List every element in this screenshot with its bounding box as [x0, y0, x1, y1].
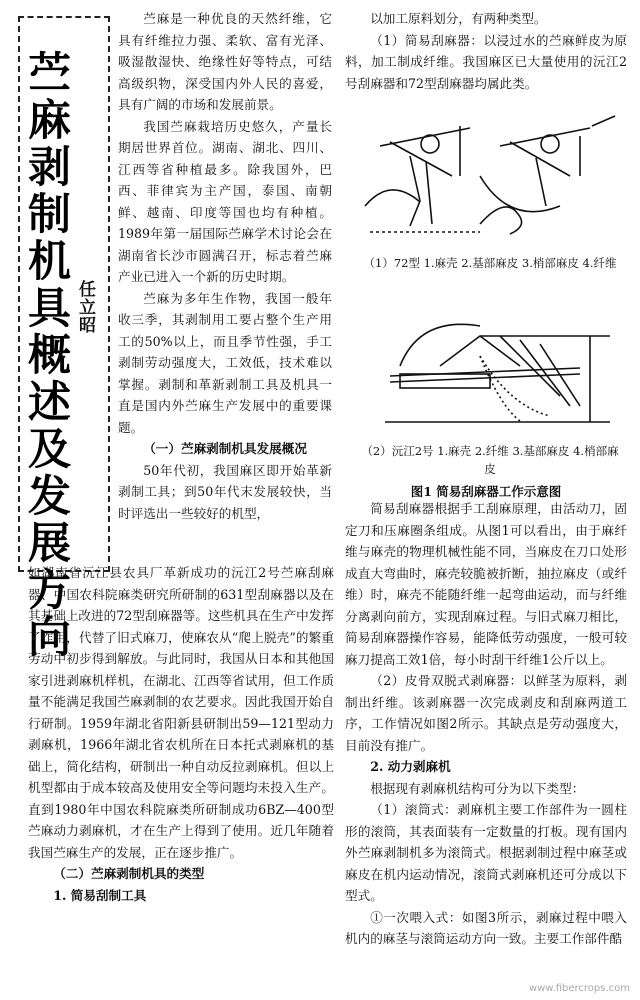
paragraph: （1）简易刮麻器：以浸过水的苎麻鲜皮为原料，加工制成纤维。我国麻区已大量使用的沅江2号刮麻器和72型刮麻器均属此类。: [345, 32, 627, 91]
paragraph: 苎麻为多年生作物，我国一般年收三季，其剥制用工要占整个生产用工的50%以上，而且季节性强，手工剥制劳动强度大，工效低，技术难以掌握。剥制和革新剥制工具及机具一直是国内外苎麻生产发展中的重要课题。: [118, 290, 332, 435]
paragraph: （1）滚筒式：剥麻机主要工作部件为一圆柱形的滚筒，其表面装有一定数量的打板。现有国内外苎麻剥制机多为滚筒式。根据剥制过程中麻茎或麻皮在机内运动情况，滚筒式剥麻机还可分成以下型式。: [345, 802, 627, 903]
paragraph: 如湖南省沅江县农具厂革新成功的沅江2号苎麻刮麻器、中国农科院麻类研究所研制的631型刮麻器以及在其基础上改进的72型刮麻器等。这些机具在生产中发挥了作用，代替了旧式麻刀，使麻农从“爬上脱壳”的繁重劳动中初步得到解放。与此同时，我国从日本和其他国家引进剥麻机样机，在湖北、江西等省试用，但工作质量不能满足我国苎麻剥制的农艺要求。因此我国开始自行研制。1959年湖北省阳新县研制出59—121型动力剥麻机，1966年湖北省农机所在日本托式剥麻机的基础上，简化结构，研制出一种自动反拉剥麻机。但以上机型都由于成本较高及使用安全等问题均未投入生产。直到1980年中国农科院麻类所研制成功6BZ—400型苎麻动力剥麻机，才在生产上得到了使用。近几年随着我国苎麻生产的发展，正在逐步推广。: [28, 565, 334, 860]
figure-1b-caption: （2）沅江2号 1.麻壳 2.纤维 3.基部麻皮 4.梢部麻皮: [361, 444, 619, 476]
figure-1a-drawing: [360, 106, 620, 246]
paragraph: 以加工原料划分，有两种类型。: [370, 11, 547, 26]
subsection-heading: 2. 动力剥麻机: [370, 759, 451, 774]
watermark: www.fibercrops.com: [528, 983, 630, 994]
column-left-top: [118, 8, 332, 524]
paragraph: 苎麻是一种优良的天然纤维，它具有纤维拉力强、柔软、富有光泽、吸湿散湿快、绝缘性好等特点，可结高级织物，深受国内外人民的喜爱，具有广阔的市场和发展前景。: [118, 11, 332, 112]
column-left-bottom: [28, 562, 334, 906]
paragraph: ①一次喂入式：如图3所示，剥麻过程中喂入机内的麻茎与滚筒运动方向一致。主要工作部件酷: [345, 909, 627, 946]
paragraph: 我国苎麻栽培历史悠久，产量长期居世界首位。湖南、湖北、四川、江西等省种植最多。除我国外，巴西、菲律宾为主产国，泰国、南朝鲜、越南、印度等国也均有种植。1989年第一届国际苎麻学术讨论会在湖南省长沙市圆满召开，标志着苎麻产业已进入一个新的历史时期。: [118, 118, 332, 284]
paragraph: 根据现有剥麻机结构可分为以下类型：: [370, 780, 585, 796]
figure-1b-drawing: [380, 296, 620, 436]
section-heading: （二）苎麻剥制机具的类型: [53, 866, 205, 881]
column-right-top: [345, 8, 627, 94]
author-name: 任立昭: [75, 280, 95, 334]
subsection-heading: 1. 简易刮制工具: [53, 887, 147, 903]
figure-1-title: 图1 简易刮麻器工作示意图: [410, 484, 562, 499]
paragraph: 简易刮麻器根据手工刮麻原理，由活动刀，固定刀和压麻圈条组成。从图1可以看出，由于麻纤维与麻壳的物理机械性能不同，当麻皮在刀口处形成直大弯曲时，麻壳较脆被折断，抽拉麻皮（或纤维）时，麻壳不能随纤维一起弯曲运动，而与纤维分离剥向前方，实现刮麻过程。与旧式麻刀相比，简易刮麻器操作容易，能降低劳动强度，一般可较麻刀提高工效1倍，每小时刮干纤维1公斤以上。: [345, 501, 627, 667]
paragraph: 50年代初，我国麻区即开始革新剥制工具；到50年代末发展较快，当时评选出一些较好的机型，: [118, 462, 332, 521]
article-title: 苎麻剥制机具概述及发展方向: [21, 50, 71, 661]
column-right-bottom: [345, 498, 627, 950]
figure-1a-caption: （1）72型 1.麻壳 2.基部麻皮 3.梢部麻皮 4.纤维: [363, 256, 617, 270]
paragraph: （2）皮骨双脱式剥麻器：以鲜茎为原料，剥制出纤维。该剥麻器一次完成剥皮和刮麻两道工序，工作情况如图2所示。其缺点是劳动强度大，目前没有推广。: [345, 673, 627, 753]
section-heading: （一）苎麻剥制机具发展概况: [143, 441, 307, 456]
